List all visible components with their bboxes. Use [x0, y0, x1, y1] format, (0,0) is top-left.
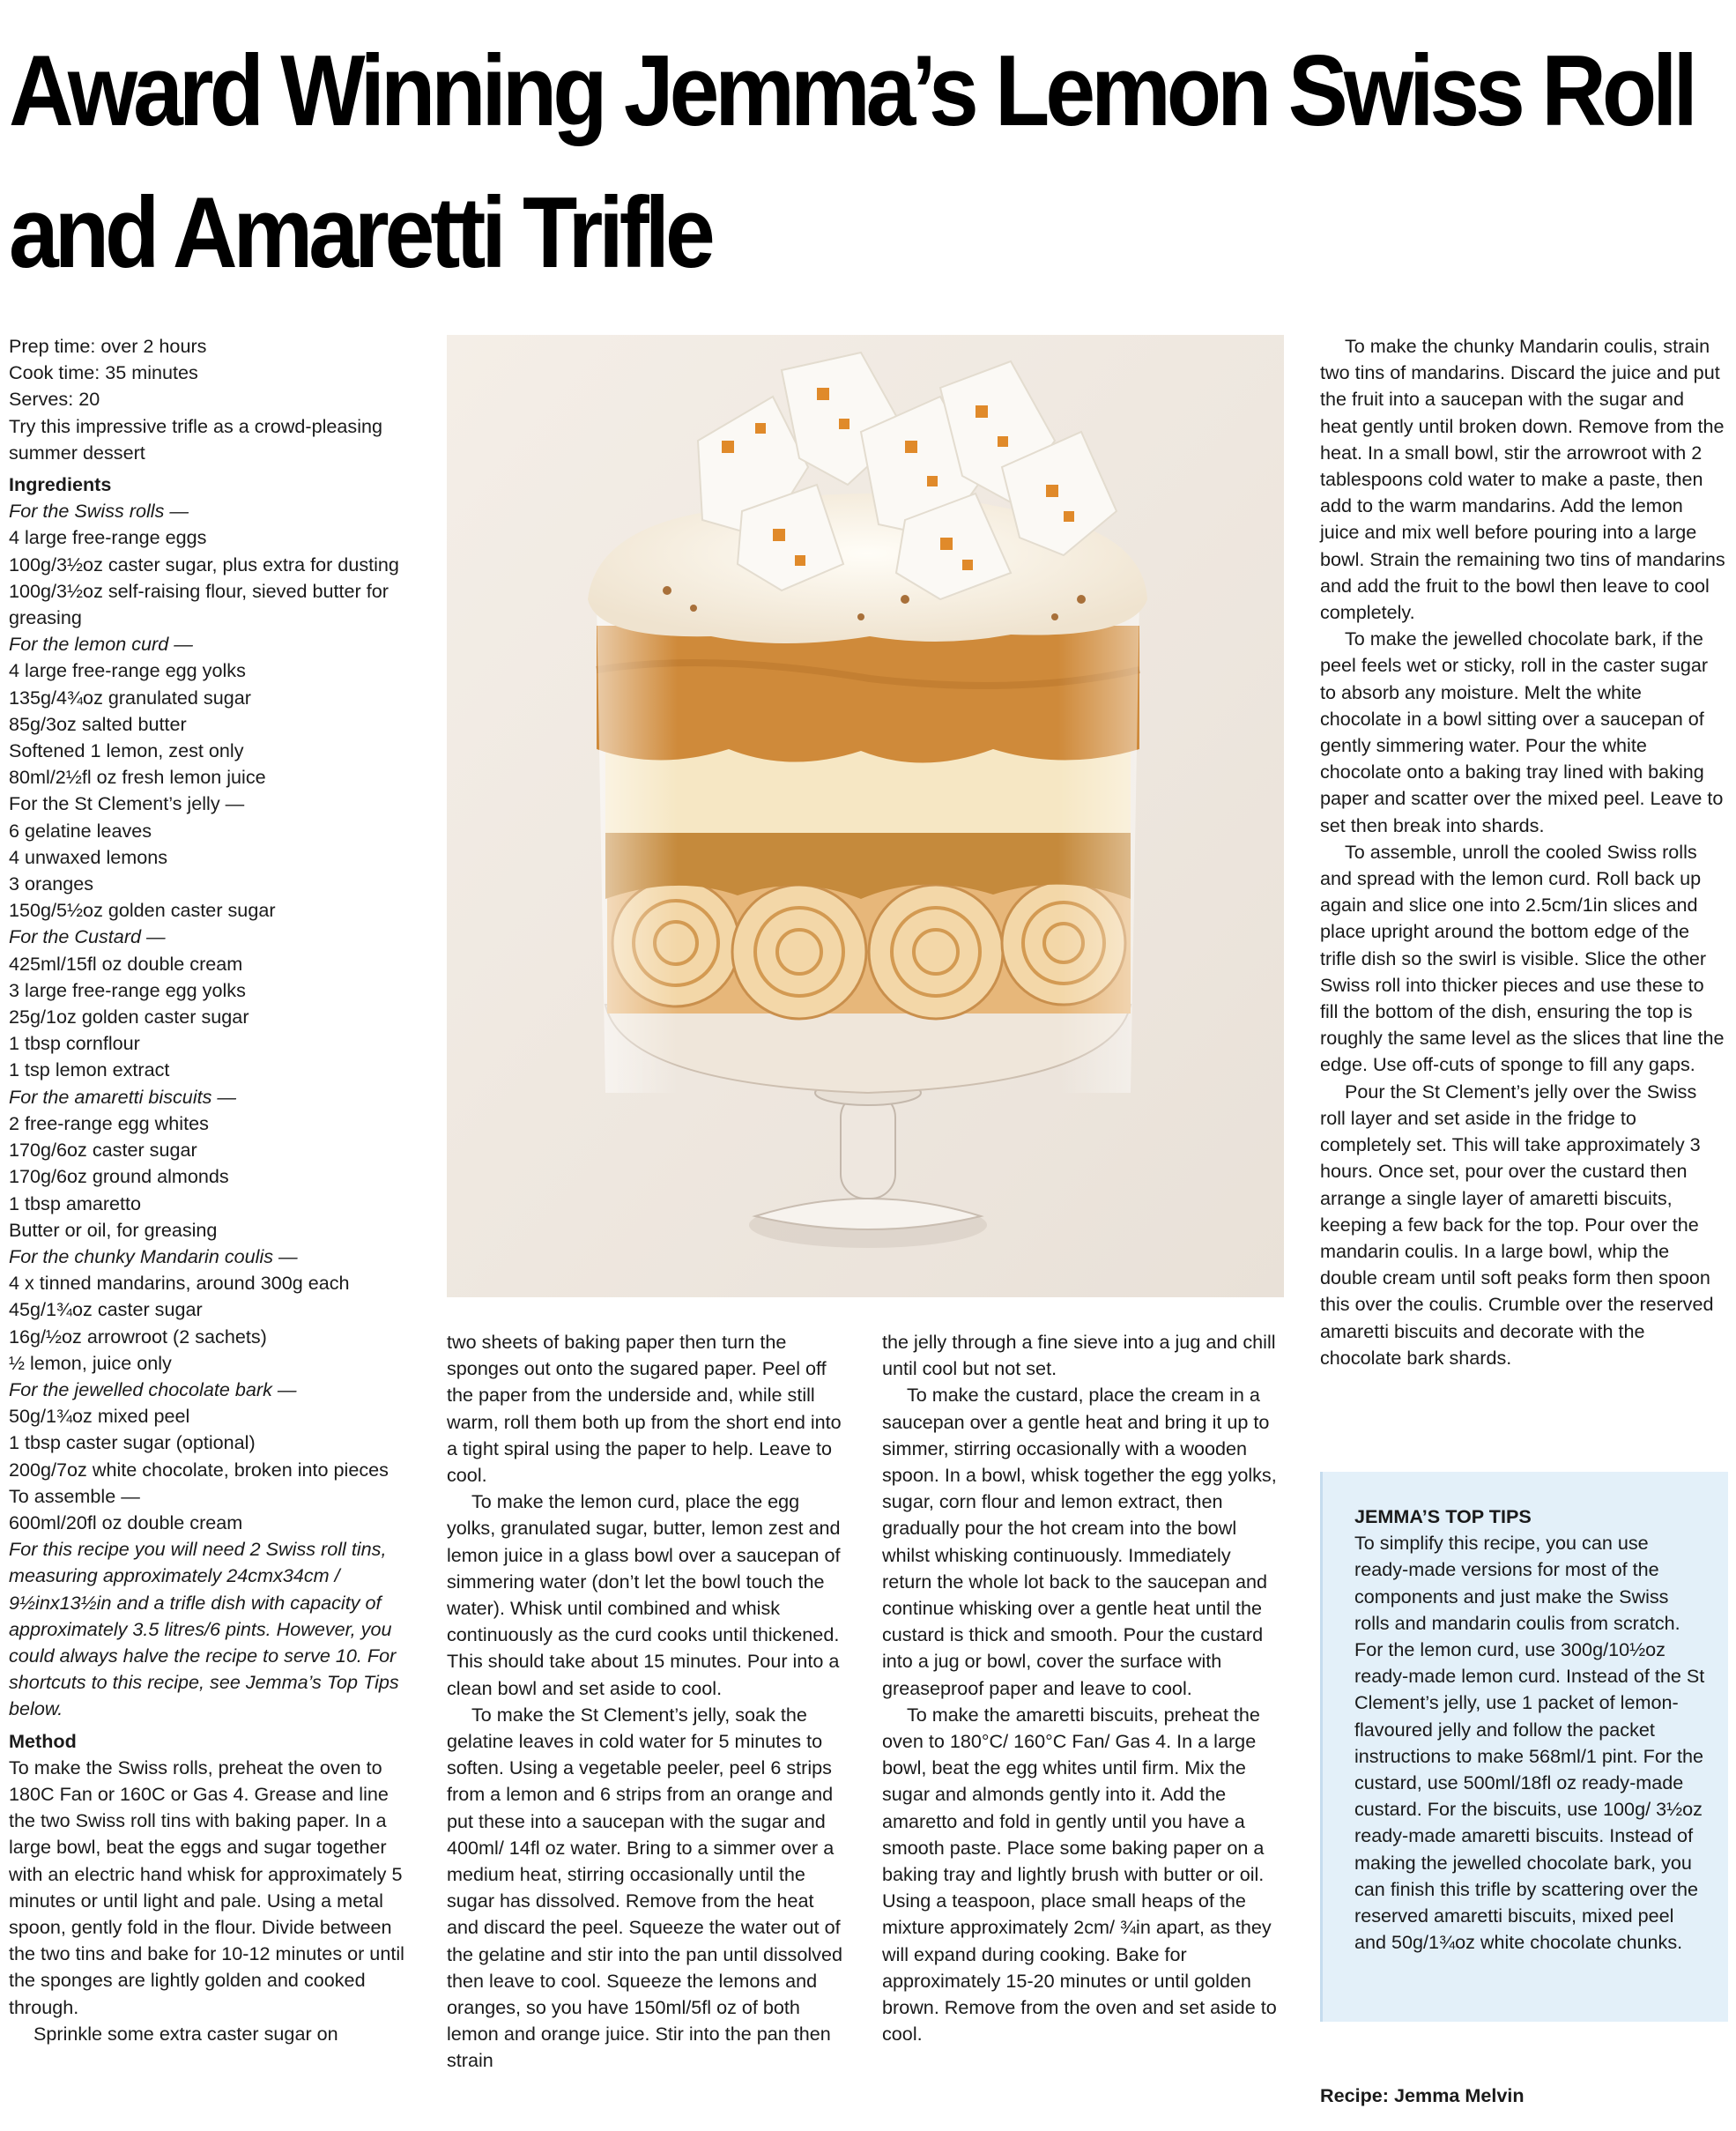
ingredient-item: 4 x tinned mandarins, around 300g each	[9, 1272, 350, 1295]
ingredient-item: 1 tbsp caster sugar (optional)	[9, 1431, 256, 1454]
ingredient-item: 3 oranges	[9, 872, 94, 895]
ingredient-subheading: For the lemon curd —	[9, 633, 193, 656]
column-method-2	[447, 1329, 848, 2075]
ingredient-subheading: For the Swiss rolls —	[9, 500, 189, 523]
ingredient-item: 45g/1¾oz caster sugar	[9, 1298, 203, 1321]
method-paragraph: To make the lemon curd, place the egg yolks, granulated sugar, butter, lemon zest and lemon juice in a glass bowl over a saucepan of simmering water (don’t let the bowl touch the water). Whisk until combined and whisk continuously as the curd cooks until thickened. This should take about 15 minutes. Pour into a clean bowl and set aside to cool.	[447, 1490, 841, 1699]
ingredient-item: 100g/3½oz self-raising flour, sieved butter for greasing	[9, 579, 389, 629]
ingredient-subheading: For the jewelled chocolate bark —	[9, 1377, 297, 1400]
column-method-3	[882, 1329, 1283, 2047]
ingredient-item: 4 large free-range eggs	[9, 526, 207, 549]
ingredient-item: 50g/1¾oz mixed peel	[9, 1405, 190, 1428]
top-tips-body: To simplify this recipe, you can use ready-made versions for most of the components and just make the Swiss rolls and mandarin coulis from scratch. For the lemon curd, use 300g/10½oz ready-made lemon curd. Instead of the St Clement’s jelly, use 1 packet of lemon-flavoured jelly and follow the packet instructions to make 568ml/1 pint. For the custard, use 500ml/18fl oz ready-made custard. For the biscuits, use 100g/ 3½oz ready-made amaretti biscuits. Instead of making the jewelled chocolate bark, you can finish this trifle by scattering over the reserved amaretti biscuits, mixed peel and 50g/1¾oz white chocolate chunks.	[1354, 1532, 1705, 1954]
method-paragraph: To make the Swiss rolls, preheat the oven to 180C Fan or 160C or Gas 4. Grease and line the two Swiss roll tins with baking paper. In a large bowl, beat the eggs and sugar together with an electric hand whisk for approximately 5 minutes or until light and pale. Using a metal spoon, gently fold in the flour. Divide between the two tins and bake for 10-12 minutes or until the sponges are lightly golden and cooked through.	[9, 1756, 404, 2018]
method-paragraph: To make the jewelled chocolate bark, if the peel feels wet or sticky, roll in the caster sugar to absorb any moisture. Melt the white chocolate in a bowl sitting over a saucepan of gently simmering water. Pour the white chocolate onto a baking tray lined with baking paper and scatter over the mixed peel. Leave to set then break into shards.	[1320, 627, 1724, 836]
ingredient-item: 4 large free-range egg yolks	[9, 659, 246, 682]
method-paragraph: To assemble, unroll the cooled Swiss rolls and spread with the lemon curd. Roll back up again and slice one into 2.5cm/1in slices and place upright around the bottom edge of the trifle dish so the swirl is visible. Slice the other Swiss roll into thicker pieces and use these to fill the bottom of the dish, ensuring the top is roughly the same level as the slices that line the edge. Use off-cuts of sponge to fill any gaps.	[1320, 840, 1725, 1076]
method-paragraph: To make the St Clement’s jelly, soak the gelatine leaves in cold water for 5 minutes to soften. Using a vegetable peeler, peel 6 strips from a lemon and 6 strips from an orange and put these into a saucepan with the sugar and 400ml/ 14fl oz water. Bring to a simmer over a medium heat, stirring occasionally until the sugar has dissolved. Remove from the heat and discard the peel. Squeeze the water out of the gelatine and stir into the pan until dissolved then leave to cool. Squeeze the lemons and oranges, so you have 150ml/5fl oz of both lemon and orange juice. Stir into the pan then strain	[447, 1703, 842, 2072]
top-tips-title: JEMMA’S TOP TIPS	[1354, 1505, 1532, 1527]
method-paragraph: To make the amaretti biscuits, preheat the oven to 180°C/ 160°C Fan/ Gas 4. In a large bowl, beat the egg whites until firm. Mix the sugar and almonds gently into it. Add the amaretto and fold in gently until you have a smooth paste. Place some baking paper on a baking tray and lightly brush with butter or oil. Using a teaspoon, place small heaps of the mixture approximately 2cm/ ¾in apart, as they will expand during cooking. Bake for approximately 15-20 minutes or until golden brown. Remove from the oven and set aside to cool.	[882, 1703, 1277, 2046]
ingredient-item: 25g/1oz golden caster sugar	[9, 1006, 249, 1028]
method-paragraph: To make the custard, place the cream in a saucepan over a gentle heat and bring it up to simmer, stirring occasionally with a wooden spoon. In a bowl, whisk together the egg yolks, sugar, corn flour and lemon extract, then gradually pour the hot cream into the bowl whilst whisking continuously. Immediately return the whole lot back to the saucepan and continue whisking over a gentle heat until the custard is thick and smooth. Pour the custard into a jug or bowl, cover the surface with greaseproof paper and leave to cool.	[882, 1384, 1277, 1699]
equipment-note: For this recipe you will need 2 Swiss roll tins, measuring approximately 24cmx34cm / 9½inx13½in and a trifle dish with capacity of approximately 3.5 litres/6 pints. However, you could always halve the recipe to serve 10. For shortcuts to this recipe, see Jemma’s Top Tips below.	[9, 1538, 399, 1720]
ingredient-subheading: For the Custard —	[9, 925, 166, 948]
method-paragraph: Sprinkle some extra caster sugar on	[33, 2022, 338, 2045]
ingredient-item: 1 tsp lemon extract	[9, 1058, 170, 1081]
ingredient-subheading: For the amaretti biscuits —	[9, 1085, 237, 1108]
ingredient-item: 170g/6oz caster sugar	[9, 1139, 197, 1162]
ingredient-item: For the St Clement’s jelly —	[9, 792, 245, 815]
ingredient-item: To assemble —	[9, 1484, 140, 1507]
ingredient-item: 2 free-range egg whites	[9, 1111, 209, 1134]
ingredient-item: 100g/3½oz caster sugar, plus extra for dusting	[9, 553, 399, 575]
column-ingredients	[9, 333, 416, 2047]
top-tips-box	[1320, 1472, 1728, 2022]
method-paragraph: To make the chunky Mandarin coulis, strain two tins of mandarins. Discard the juice and put the fruit into a saucepan with the sugar and heat gently until broken down. Remove from the heat. In a small bowl, stir the arrowroot with 2 tablespoons cold water to make a paste, then add to the warm mandarins. Add the lemon juice and mix well before pouring into a large bowl. Strain the remaining two tins of mandarins and add the fruit to the bowl then leave to cool completely.	[1320, 335, 1725, 624]
ingredient-item: 170g/6oz ground almonds	[9, 1165, 229, 1188]
column-method-4	[1320, 333, 1725, 1371]
ingredient-item: Softened 1 lemon, zest only	[9, 739, 244, 762]
method-paragraph: Pour the St Clement’s jelly over the Swiss roll layer and set aside in the fridge to completely set. This will take approximately 3 hours. Once set, pour over the custard then arrange a single layer of amaretti biscuits, keeping a few back for the top. Pour over the mandarin coulis. In a large bowl, whip the double cream until soft peaks form then spoon this over the coulis. Crumble over the reserved amaretti biscuits and decorate with the chocolate bark shards.	[1320, 1080, 1714, 1369]
method-heading: Method	[9, 1729, 77, 1752]
ingredient-item: 135g/4¾oz granulated sugar	[9, 686, 251, 709]
ingredient-item: 200g/7oz white chocolate, broken into pieces	[9, 1458, 389, 1481]
prep-time: Prep time: over 2 hours	[9, 335, 207, 357]
ingredient-item: ½ lemon, juice only	[9, 1351, 172, 1374]
ingredient-item: 16g/½oz arrowroot (2 sachets)	[9, 1325, 267, 1348]
ingredient-subheading: For the chunky Mandarin coulis —	[9, 1244, 298, 1267]
ingredient-item: 600ml/20fl oz double cream	[9, 1511, 243, 1533]
ingredient-item: 1 tbsp amaretto	[9, 1192, 142, 1214]
ingredient-item: 150g/5½oz golden caster sugar	[9, 899, 276, 922]
serves: Serves: 20	[9, 388, 100, 411]
cook-time: Cook time: 35 minutes	[9, 361, 198, 384]
ingredient-item: Butter or oil, for greasing	[9, 1218, 218, 1241]
ingredient-item: 425ml/15fl oz double cream	[9, 952, 243, 975]
ingredient-item: 3 large free-range egg yolks	[9, 978, 246, 1001]
recipe-credit: Recipe: Jemma Melvin	[1320, 2084, 1525, 2106]
ingredient-item: 1 tbsp cornflour	[9, 1032, 140, 1055]
headline: Award Winning Jemma’s Lemon Swiss Roll and Amaretti Trifle	[9, 33, 1694, 289]
ingredient-item: 85g/3oz salted butter	[9, 712, 187, 735]
ingredients-list	[9, 498, 416, 1536]
ingredients-heading: Ingredients	[9, 473, 112, 496]
ingredient-item: 6 gelatine leaves	[9, 819, 152, 842]
ingredient-item: 4 unwaxed lemons	[9, 845, 168, 868]
method-paragraph: two sheets of baking paper then turn the sponges out onto the sugared paper. Peel off the paper from the underside and, while still warm, roll them both up from the short end into a tight spiral using the paper to help. Leave to cool.	[447, 1331, 842, 1487]
method-paragraph: the jelly through a fine sieve into a jug and chill until cool but not set.	[882, 1331, 1276, 1380]
ingredient-item: 80ml/2½fl oz fresh lemon juice	[9, 766, 266, 789]
trifle-photo	[447, 335, 1284, 1297]
intro: Try this impressive trifle as a crowd-pleasing summer dessert	[9, 414, 383, 464]
